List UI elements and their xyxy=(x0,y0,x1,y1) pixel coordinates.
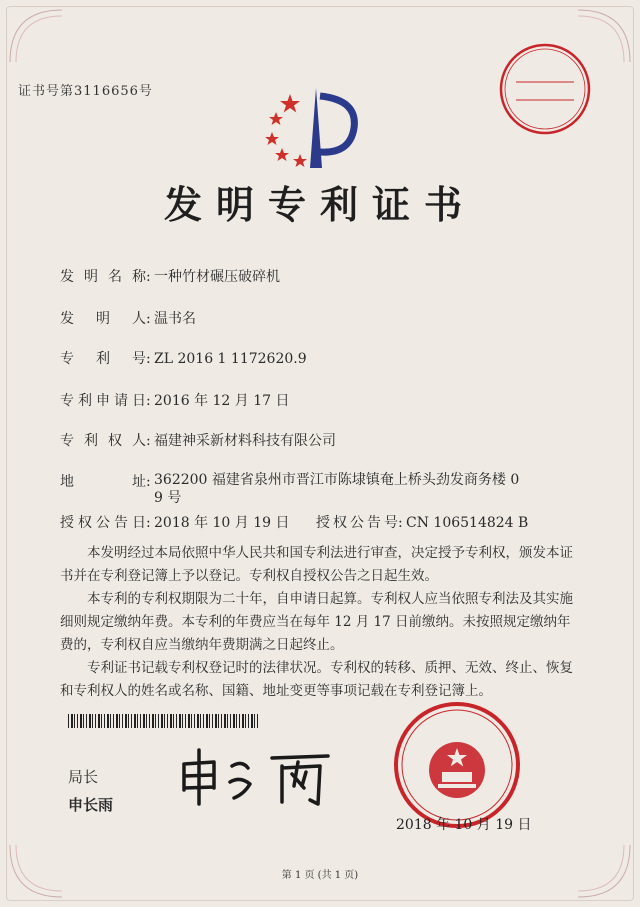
page-number: 第 1 页 (共 1 页) xyxy=(281,870,359,881)
field-value: CN 106514824 B xyxy=(406,515,529,531)
director-label: 局长 xyxy=(68,768,99,786)
field-value: 一种竹材碾压破碎机 xyxy=(154,269,280,285)
field-address: 地址: 362200 福建省泉州市晋江市陈埭镇奄上桥头劲发商务楼 0 9 号 xyxy=(60,472,520,506)
field-invention-name: 发明名称: 一种竹材碾压破碎机 xyxy=(60,266,280,286)
field-label: 发明人 xyxy=(60,311,146,327)
body-paragraph: 本发明经过本局依照中华人民共和国专利法进行审查，决定授予专利权，颁发本证书并在专利登记簿上予以登记。专利权自授权公告之日起生效。 xyxy=(60,545,573,584)
field-inventor: 发明人: 温书名 xyxy=(60,308,196,328)
field-label: 授权公告号 xyxy=(316,515,398,531)
field-value: 福建神采新材料科技有限公司 xyxy=(154,433,336,449)
field-label: 发明名称 xyxy=(60,269,146,285)
field-label: 专利权人 xyxy=(60,433,146,449)
director-signature-icon xyxy=(170,742,340,812)
body-paragraph: 本专利的专利权期限为二十年，自申请日起算。专利权人应当依照专利法及其实施细则规定缴纳年费。本专利的年费应当在每年 12 月 17 日前缴纳。未按照规定缴纳年费的，专利权自应当缴纳年费期满之日起终止。 xyxy=(60,591,573,653)
field-label: 地址 xyxy=(60,474,146,490)
corner-ornament-icon xyxy=(6,6,66,66)
director-name: 申长雨 xyxy=(68,796,114,814)
field-value: 362200 福建省泉州市晋江市陈埭镇奄上桥头劲发商务楼 0 xyxy=(154,472,520,488)
field-filing-date: 专利申请日: 2016 年 12 月 17 日 xyxy=(60,390,290,410)
field-value: ZL 2016 1 1172620.9 xyxy=(154,351,307,367)
body-paragraph: 专利证书记载专利权登记时的法律状况。专利权的转移、质押、无效、终止、恢复和专利权人的姓名或名称、国籍、地址变更等事项记载在专利登记簿上。 xyxy=(60,660,573,699)
field-patentee: 专利权人: 福建神采新材料科技有限公司 xyxy=(60,430,336,450)
certificate-body xyxy=(60,542,580,703)
field-label: 专利申请日 xyxy=(60,393,146,409)
field-grant-number: 授权公告号: CN 106514824 B xyxy=(316,512,528,532)
field-value: 2016 年 12 月 17 日 xyxy=(154,393,290,409)
tax-stamp-icon xyxy=(498,42,592,136)
cnipa-logo-icon xyxy=(258,82,368,172)
barcode xyxy=(68,714,258,728)
field-value: 温书名 xyxy=(154,311,196,327)
certificate-title: 发明专利证书 xyxy=(163,182,476,227)
field-value: 9 号 xyxy=(154,490,182,506)
field-label: 专利号 xyxy=(60,351,146,367)
field-value: 2018 年 10 月 19 日 xyxy=(154,515,290,531)
field-grant-date: 授权公告日: 2018 年 10 月 19 日 xyxy=(60,512,290,532)
field-patent-number: 专利号: ZL 2016 1 1172620.9 xyxy=(60,348,307,368)
official-seal-icon xyxy=(392,700,522,830)
seal-date: 2018 年 10 月 19 日 xyxy=(396,817,532,833)
field-label: 授权公告日 xyxy=(60,515,146,531)
certificate-number: 证书号第3116656号 xyxy=(18,84,153,99)
